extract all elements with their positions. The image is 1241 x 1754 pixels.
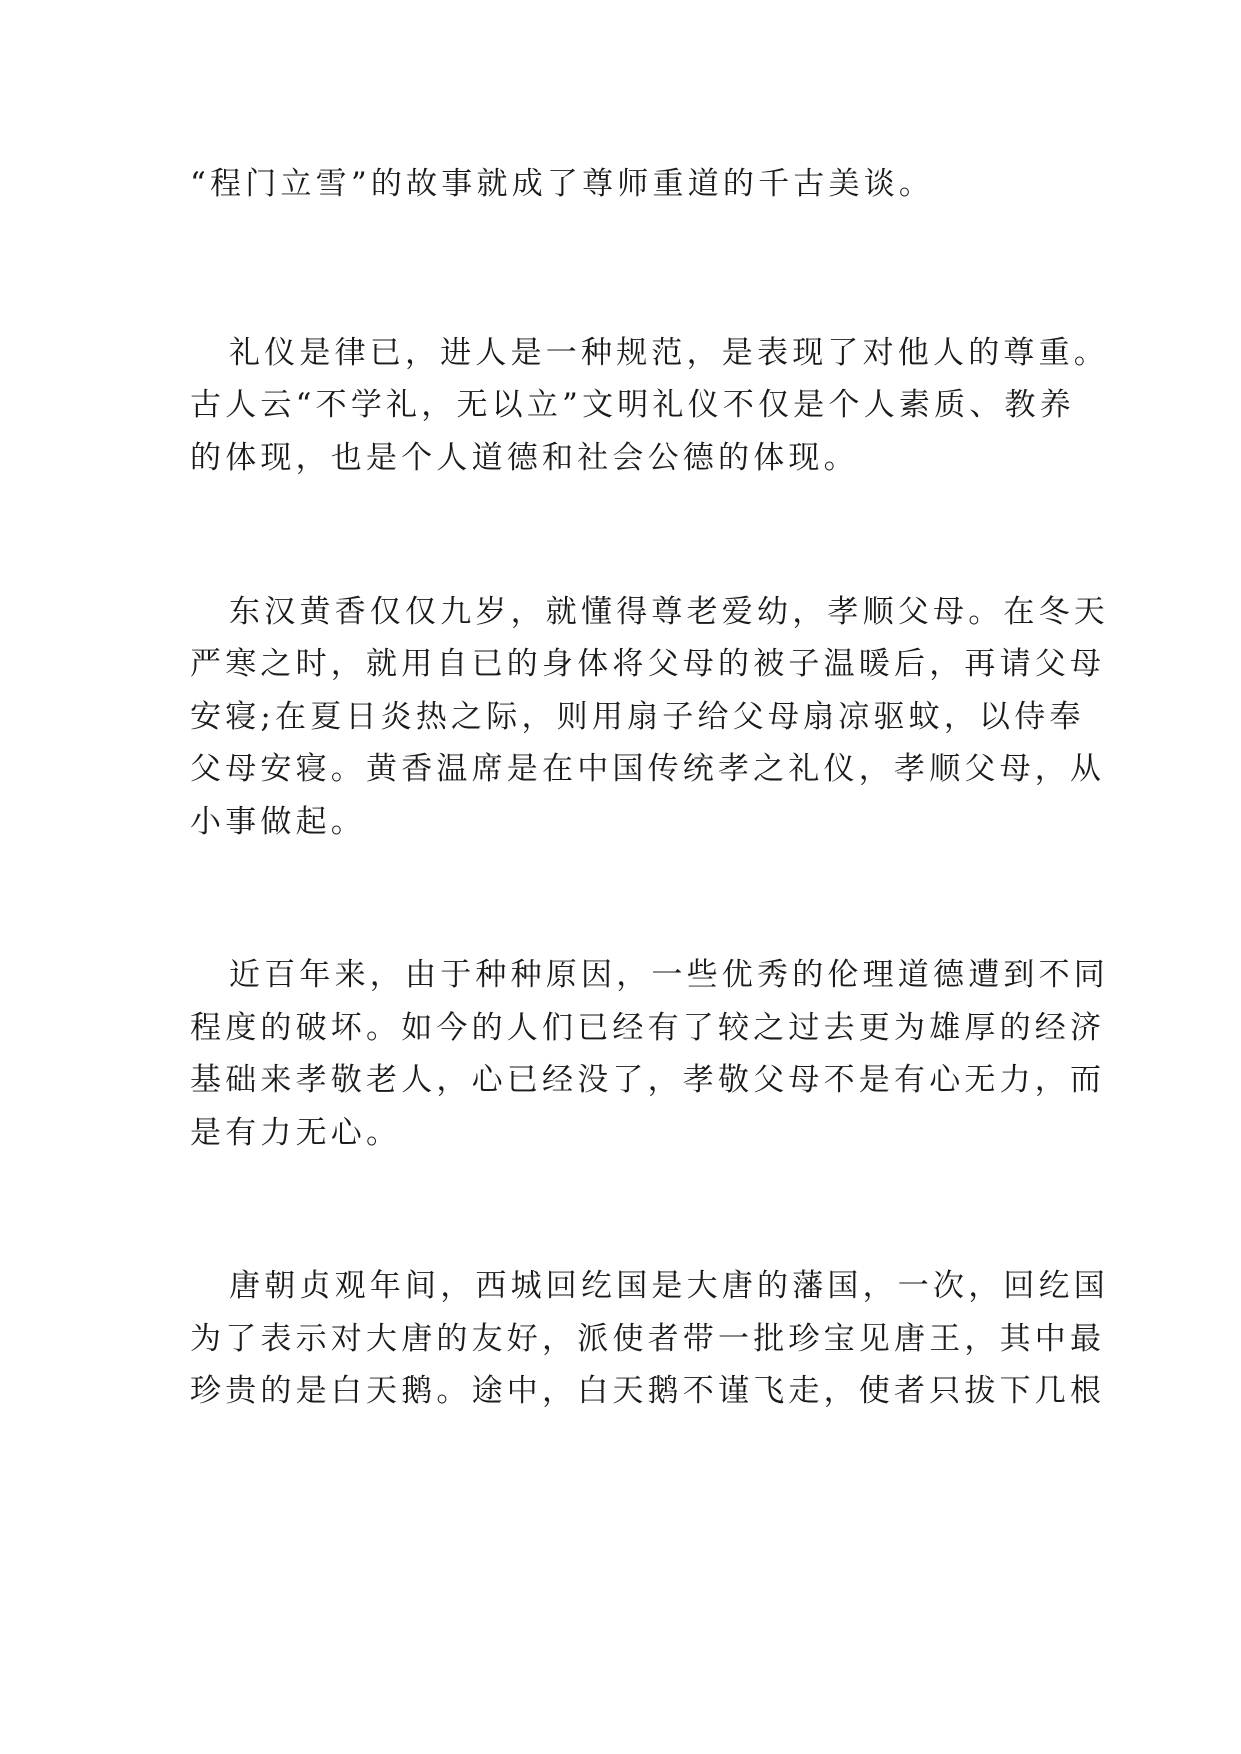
text-line: 严寒之时，就用自已的身体将父母的被子温暖后，再请父母 bbox=[190, 646, 1106, 682]
text-line: 的体现，也是个人道德和社会公德的体现。 bbox=[190, 440, 859, 476]
paragraph-first-line: 唐朝贞观年间，西城回纥国是大唐的藩国，一次，回纥国 bbox=[229, 1268, 1109, 1304]
text-line: “程门立雪”的故事就成了尊师重道的千古美谈。 bbox=[190, 166, 935, 202]
paragraph-first-line: 礼仪是律已，进人是一种规范，是表现了对他人的尊重。 bbox=[229, 335, 1109, 371]
text-line: 程度的破坏。如今的人们已经有了较之过去更为雄厚的经济 bbox=[190, 1010, 1106, 1046]
text-line: 是有力无心。 bbox=[190, 1115, 402, 1151]
text-line: 小事做起。 bbox=[190, 804, 366, 840]
text-line: 为了表示对大唐的友好，派使者带一批珍宝见唐王，其中最 bbox=[190, 1321, 1106, 1357]
text-line: 基础来孝敬老人，心已经没了，孝敬父母不是有心无力，而 bbox=[190, 1062, 1106, 1098]
text-line: 古人云“不学礼，无以立”文明礼仪不仅是个人素质、教养 bbox=[190, 387, 1075, 423]
text-line: 安寝;在夏日炎热之际，则用扇子给父母扇凉驱蚊，以侍奉 bbox=[190, 699, 1085, 735]
paragraph-first-line: 东汉黄香仅仅九岁，就懂得尊老爱幼，孝顺父母。在冬天 bbox=[229, 594, 1109, 630]
text-line: 珍贵的是白天鹅。途中，白天鹅不谨飞走，使者只拔下几根 bbox=[190, 1373, 1106, 1409]
text-line: 父母安寝。黄香温席是在中国传统孝之礼仪，孝顺父母，从 bbox=[190, 751, 1106, 787]
paragraph-first-line: 近百年来，由于种种原因，一些优秀的伦理道德遭到不同 bbox=[229, 957, 1109, 993]
